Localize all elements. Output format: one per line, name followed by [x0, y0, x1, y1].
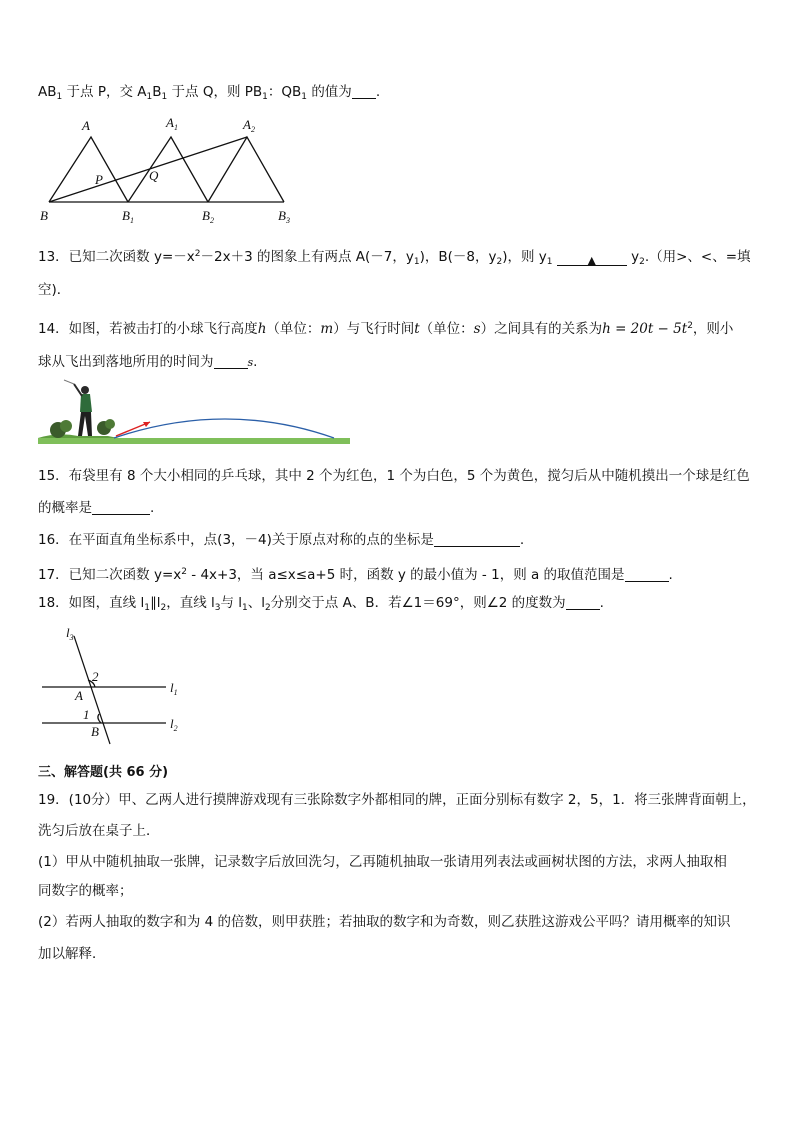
q14-sup: 2	[687, 321, 693, 331]
q19-line1: 19．(10分）甲、乙两人进行摸牌游戏现有三张除数字外都相同的牌，正面分别标有数字 2，5，1．将三张牌背面朝上，	[38, 792, 756, 808]
triangle-mark: ▲	[587, 254, 597, 267]
label-B1: $B_1$	[122, 208, 134, 225]
q14-text: ，则小	[692, 321, 734, 337]
q12-text: ：QB	[267, 84, 302, 100]
q12-tail-line	[38, 82, 380, 107]
q14-text: （单位：	[419, 321, 474, 337]
label-B2: $B_2$	[202, 208, 214, 225]
q19-line2: 洗匀后放在桌子上．	[38, 823, 160, 839]
q16-line	[38, 530, 524, 550]
angle-2-label: 2	[92, 669, 99, 684]
q16-text: .	[519, 532, 525, 548]
q18-text: ，直线 l	[166, 595, 215, 611]
q18-text: ∥l	[149, 595, 161, 611]
q18-parallel-lines-figure	[38, 624, 198, 746]
q13-sup: 2	[194, 249, 201, 259]
q14-text: ）与飞行时间	[333, 321, 415, 337]
answer-blank[interactable]	[625, 567, 669, 582]
grass	[38, 434, 118, 438]
label-l1: $l_1$	[170, 680, 178, 697]
q16-text: 16．在平面直角坐标系中，点(3，－4)关于原点对称的点的坐标是	[38, 532, 434, 548]
q13-line1	[38, 244, 751, 272]
q13-sub: 1	[546, 257, 553, 267]
answer-blank[interactable]	[434, 532, 520, 547]
formula: h = 20t − 5t	[602, 321, 688, 337]
q14-line1	[38, 316, 733, 339]
q17-line	[38, 562, 673, 585]
q18-text: .	[599, 595, 604, 611]
q14-text: （单位：	[266, 321, 321, 337]
answer-blank[interactable]	[92, 500, 150, 515]
q13-text: 13．已知二次函数 y=－x	[38, 249, 195, 265]
q17-text: 17．已知二次函数 y=x	[38, 567, 182, 583]
unit-m: m	[320, 321, 334, 337]
q15-text: 15．布袋里有 8 个大小相同的乒乓球，其中 2 个为红色，1 个为白色，5 个为黄色，搅匀后从中随机摸出一个球是红色	[38, 468, 750, 484]
q12-text: .	[375, 84, 381, 100]
q13-text: .（用>、<、=填	[644, 249, 751, 265]
q14-text: ）之间具有的关系为	[480, 321, 603, 337]
label-P: P	[95, 172, 103, 187]
triangle-A1B1B2	[128, 137, 208, 202]
q12-text: B	[152, 84, 162, 100]
q13-text: －2x＋3 的图象上有两点 A(－7，y	[200, 249, 414, 265]
answer-blank[interactable]	[214, 354, 248, 369]
bush-icon	[105, 419, 115, 429]
bush-icon	[60, 420, 72, 432]
q18-text: 与 l	[220, 595, 243, 611]
angle-1-label: 1	[83, 707, 90, 722]
section-title: 三、解答题(共 66 分)	[38, 765, 169, 780]
q18-line	[38, 593, 604, 618]
unit-s: s	[473, 321, 481, 337]
q18-sub: 2	[265, 603, 271, 613]
q18-sub: 3	[214, 603, 221, 613]
q13-sub: 1	[413, 257, 420, 267]
answer-blank[interactable]	[566, 595, 600, 610]
label-l2: $l_2$	[170, 716, 178, 733]
triangle-A2B2B3	[208, 137, 284, 202]
q18-text: 、l	[247, 595, 266, 611]
q15-text: .	[150, 500, 155, 516]
q15-text: 的概率是	[38, 500, 92, 516]
q18-text: 分别交于点 A、B．若∠1＝69°，则∠2 的度数为	[270, 595, 566, 611]
triangle-ABB1	[49, 137, 128, 202]
var-t: t	[414, 321, 420, 337]
q14-text: .	[253, 354, 258, 370]
q19-line4: 同数字的概率；	[38, 883, 133, 899]
q12-sub: 1	[146, 92, 153, 102]
q15-line1	[38, 466, 750, 486]
ball-trajectory	[114, 419, 334, 438]
q17-text: .	[668, 567, 673, 583]
q14-text: 球从飞出到落地所用的时间为	[38, 354, 214, 370]
label-B: B	[91, 724, 99, 739]
var-h: h	[257, 321, 267, 337]
label-A2: $A_2$	[243, 117, 255, 134]
q18-sub: 1	[144, 603, 150, 613]
q13-line2	[38, 280, 70, 300]
q14-text: 14．如图，若被击打的小球飞行高度	[38, 321, 258, 337]
label-B: B	[40, 208, 48, 223]
ground	[38, 438, 350, 444]
segment-BA2	[49, 137, 247, 202]
label-Q: Q	[149, 168, 159, 183]
q13-text: 空)．	[38, 282, 71, 298]
q12-sub: 1	[56, 92, 63, 102]
q13-sub: 2	[496, 257, 503, 267]
q17-sup: 2	[181, 567, 187, 577]
q12-sub: 1	[161, 92, 168, 102]
q13-sub: 2	[639, 257, 645, 267]
q19-line3: (1）甲从中随机抽取一张牌，记录数字后放回洗匀，乙再随机抽取一张请用列表法或画树状图的方法，求两人抽取相	[38, 854, 727, 870]
label-A: A	[82, 118, 90, 133]
answer-blank[interactable]	[352, 84, 376, 99]
q18-sub: 2	[160, 603, 167, 613]
q12-text: 于点 Q，则 PB	[171, 84, 263, 100]
label-A1: $A_1$	[166, 115, 178, 132]
q12-sub: 1	[301, 92, 308, 102]
q18-sub: 1	[242, 603, 248, 613]
label-l3: $l_3$	[66, 625, 74, 642]
q19-line6: 加以解释．	[38, 946, 106, 962]
unit-s: s	[247, 356, 254, 369]
label-A: A	[75, 688, 83, 703]
q17-text: - 4x+3，当 a≤x≤a+5 时，函数 y 的最小值为 - 1，则 a 的取值范围是	[187, 567, 625, 583]
q12-text: 于点 P，交 A	[66, 84, 147, 100]
q12-text: AB	[38, 84, 57, 100]
q14-golf-figure	[38, 378, 350, 446]
q18-text: 18．如图，直线 l	[38, 595, 145, 611]
q13-text: y	[631, 249, 640, 265]
q13-text: )，则 y	[502, 249, 547, 265]
q14-line2	[38, 352, 257, 373]
q13-text: )，B(－8，y	[419, 249, 497, 265]
q12-triangles-figure	[36, 110, 306, 228]
q12-sub: 1	[262, 92, 268, 102]
label-B3: $B_3$	[278, 208, 290, 225]
q19-line5: (2）若两人抽取的数字和为 4 的倍数，则甲获胜；若抽取的数字和为奇数，则乙获胜这游戏公平吗？请用概率的知识	[38, 914, 731, 930]
answer-blank[interactable]	[557, 251, 627, 266]
q15-line2	[38, 498, 154, 518]
q12-text: 的值为	[311, 84, 352, 100]
